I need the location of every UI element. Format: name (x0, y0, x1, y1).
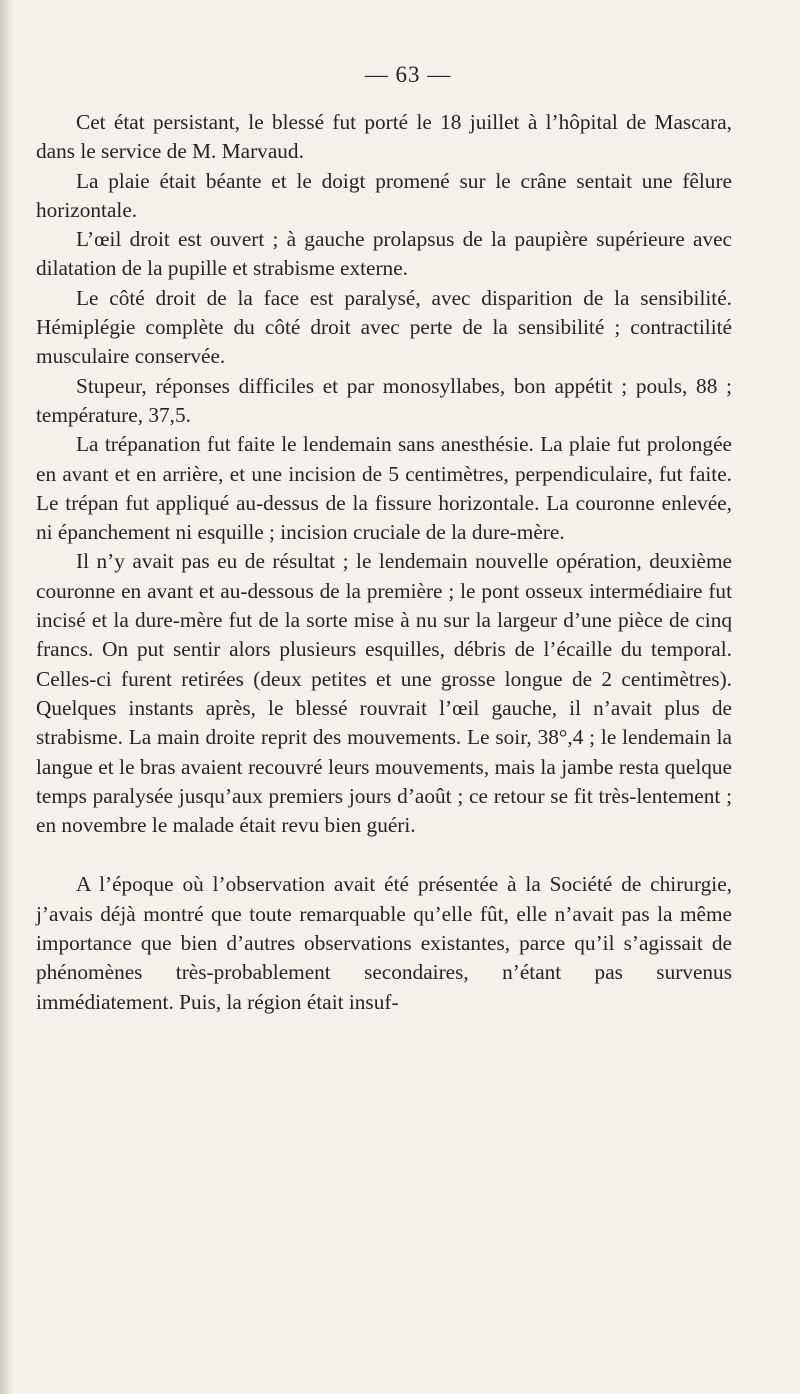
paragraph: L’œil droit est ouvert ; à gauche prolapsus de la paupière supérieure avec dilatation de la pupille et strabisme externe. (36, 227, 732, 281)
paragraph: Le côté droit de la face est paralysé, avec disparition de la sensibilité. Hémiplégie complète du côté droit avec perte de la sensibilité ; contractilité musculaire conservée. (36, 285, 732, 369)
body-text (36, 108, 732, 1017)
paragraph: La plaie était béante et le doigt promené sur le crâne sentait une fêlure horizontale. (36, 168, 732, 222)
page-number: — 63 — (364, 62, 452, 87)
paragraph: A l’époque où l’observation avait été présentée à la Société de chirurgie, j’avais déjà montré que toute remarquable qu’elle fût, elle n’avait pas la même importance que bien d’autres observations existantes, parce qu’il s’agissait de phénomènes très-probablement secondaires, n’étant pas survenus immédiatement. Puis, la région était insuf- (36, 872, 732, 1014)
paragraph: Stupeur, réponses difficiles et par monosyllabes, bon appétit ; pouls, 88 ; température, 37,5. (36, 373, 732, 427)
paragraph: Il n’y avait pas eu de résultat ; le lendemain nouvelle opération, deuxième couronne en avant et au-dessous de la première ; le pont osseux intermédiaire fut incisé et la dure-mère fut de la sorte mise à nu sur la largeur d’une pièce de cinq francs. On put sentir alors plusieurs esquilles, débris de l’écaille du temporal. Celles-ci furent retirées (deux petites et une grosse longue de 2 centimètres). Quelques instants après, le blessé rouvrait l’œil gauche, il n’avait plus de strabisme. La main droite reprit des mouvements. Le soir, 38°,4 ; le lendemain la langue et le bras avaient recouvré leurs mouvements, mais la jambe resta quelque temps paralysée jusqu’aux premiers jours d’août ; ce retour se fit très-lentement ; en novembre le malade était revu bien guéri. (36, 549, 732, 838)
paragraph: Cet état persistant, le blessé fut porté le 18 juillet à l’hôpital de Mascara, dans le service de M. Marvaud. (36, 110, 732, 164)
paragraph: La trépanation fut faite le lendemain sans anesthésie. La plaie fut prolongée en avant et en arrière, et une incision de 5 centimètres, perpendiculaire, fut faite. Le trépan fut appliqué au-dessus de la fissure horizontale. La couronne enlevée, ni épanchement ni esquille ; incision cruciale de la dure-mère. (36, 432, 732, 545)
page-spine-shadow (0, 0, 14, 1394)
